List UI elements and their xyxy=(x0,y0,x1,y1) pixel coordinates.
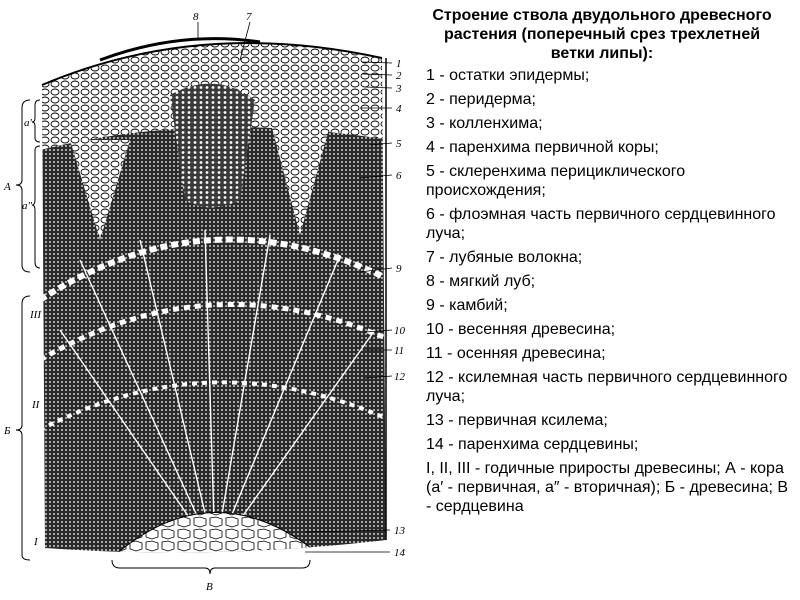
legend-item-4: 4 - паренхима первичной коры; xyxy=(426,139,659,156)
label-V: В xyxy=(206,581,213,593)
label-2: 2 xyxy=(396,70,402,82)
legend-list xyxy=(420,66,792,516)
label-B: Б xyxy=(4,425,11,437)
legend-item-14: 14 - паренхима сердцевины; xyxy=(426,436,639,453)
legend-item-6: 6 - флоэмная часть первичного сердцевинного луча; xyxy=(426,206,776,242)
legend-title: Строение ствола двудольного древесного растения (поперечный срез трехлетней ветки липы): xyxy=(432,7,772,62)
label-A: A xyxy=(4,181,11,193)
label-a1: a′ xyxy=(24,117,32,129)
legend-item-3: 3 - колленхима; xyxy=(426,115,543,132)
legend-item-8: 8 - мягкий луб; xyxy=(426,273,536,290)
label-5: 5 xyxy=(396,138,402,150)
label-1: 1 xyxy=(396,58,402,70)
legend-item-7: 7 - лубяные волокна; xyxy=(426,249,583,266)
legend-item-1: 1 - остатки эпидермы; xyxy=(426,67,590,84)
legend-item-10: 10 - весенняя древесина; xyxy=(426,321,616,338)
bracket-a2 xyxy=(32,146,40,268)
label-11: 11 xyxy=(394,345,405,357)
legend-item-13: 13 - первичная ксилема; xyxy=(426,412,608,429)
legend-item-5: 5 - склеренхима перициклического происхождения; xyxy=(426,163,686,199)
label-8: 8 xyxy=(193,11,199,23)
label-6: 6 xyxy=(396,170,402,182)
legend-item-11: 11 - осенняя древесина; xyxy=(426,345,606,362)
label-12: 12 xyxy=(394,371,405,383)
label-14: 14 xyxy=(394,547,405,559)
legend-item-regions: I, II, III - годичные приросты древесины; А - кора (а′ - первичная, а″ - вторичная); Б - древесина; В - сердцевина xyxy=(426,460,789,515)
label-13: 13 xyxy=(394,525,405,537)
label-3: 3 xyxy=(396,83,402,95)
label-9: 9 xyxy=(396,263,402,275)
label-I: I xyxy=(34,536,38,548)
bracket-a1 xyxy=(32,100,40,142)
legend-item-9: 9 - камбий; xyxy=(426,297,508,314)
label-10: 10 xyxy=(394,325,405,337)
label-7: 7 xyxy=(246,11,252,23)
label-a2: a″ xyxy=(22,200,33,212)
legend xyxy=(420,6,792,521)
bracket-V xyxy=(112,560,310,574)
legend-item-12: 12 - ксилемная часть первичного сердцевинного луча; xyxy=(426,369,788,405)
bracket-B xyxy=(16,296,30,560)
legend-item-2: 2 - перидерма; xyxy=(426,91,536,108)
label-III: III xyxy=(30,309,41,321)
section-body xyxy=(30,20,400,580)
label-II: II xyxy=(32,399,40,411)
label-4: 4 xyxy=(396,103,402,115)
